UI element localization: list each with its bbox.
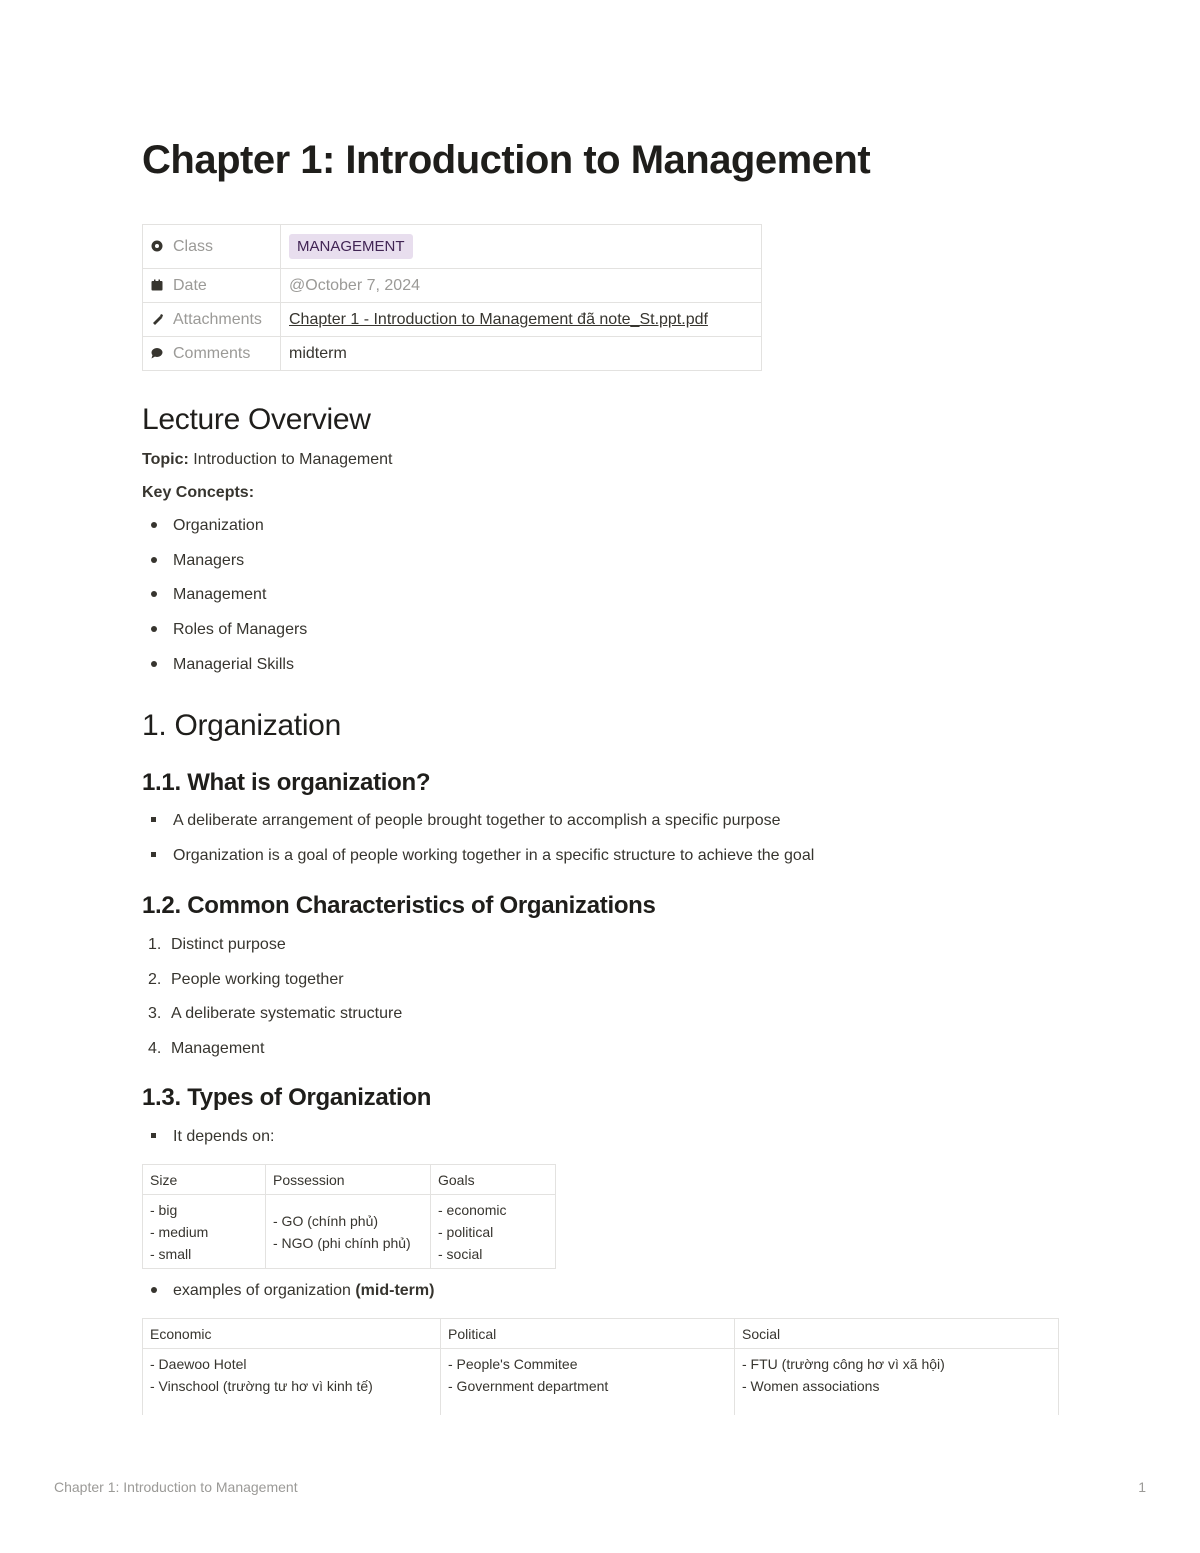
property-row-class [143,225,762,269]
list-item: It depends on: [142,1128,274,1146]
attachment-link[interactable]: Chapter 1 - Introduction to Management đã note_St.ppt.pdf [289,310,708,328]
property-row-comments [143,337,762,371]
page-number: 1 [1138,1479,1146,1495]
list-item: examples of organization (mid-term) [142,1282,434,1300]
property-value[interactable] [281,225,762,269]
list-item: Organization is a goal of people working together in a specific structure to achieve the goal [142,847,814,865]
property-key: Comments [143,337,281,371]
table-cell: - GO (chính phủ) - NGO (phi chính phủ) [266,1195,431,1269]
topic-line [142,451,393,469]
table-header: Social [735,1319,1059,1349]
footer-title: Chapter 1: Introduction to Management [54,1479,298,1495]
calendar-icon [151,279,163,291]
list-item: Roles of Managers [142,621,307,639]
table-header: Possession [266,1165,431,1195]
class-icon [151,240,163,252]
property-row-date [143,269,762,303]
table-header: Goals [431,1165,556,1195]
table-header: Political [441,1319,735,1349]
property-value[interactable] [281,337,762,371]
comment-icon [151,347,163,359]
list-item: 2. People working together [148,971,344,988]
types-heading: 1.3. Types of Organization [142,1084,432,1111]
property-key: Attachments [143,303,281,337]
property-row-attachments [143,303,762,337]
list-item: 3. A deliberate systematic structure [148,1005,403,1022]
paperclip-icon [151,313,163,325]
page-title: Chapter 1: Introduction to Management [142,138,871,182]
list-item: Managerial Skills [142,656,294,674]
list-item: 1. Distinct purpose [148,936,286,953]
table-cell: - Daewoo Hotel - Vinschool (trường tư hơ vì kinh tế) [143,1349,441,1416]
organization-heading: 1. Organization [142,709,341,742]
examples-table [142,1318,1059,1415]
key-concepts-label: Key Concepts: [142,484,255,501]
date-value[interactable]: @October 7, 2024 [289,276,420,294]
types-table [142,1164,556,1269]
property-key: Date [143,269,281,303]
list-item: Organization [142,517,264,535]
property-key: Class [143,225,281,269]
characteristics-heading: 1.2. Common Characteristics of Organizations [142,892,656,919]
topic-label: Topic: [142,451,189,468]
property-value[interactable] [281,303,762,337]
table-cell: - big - medium - small [143,1195,266,1269]
table-header: Size [143,1165,266,1195]
list-item: Management [142,586,266,604]
list-item: 4. Management [148,1040,265,1057]
list-item: Managers [142,552,244,570]
table-cell: - FTU (trường công hơ vì xã hội) - Women associations [735,1349,1059,1416]
table-header: Economic [143,1319,441,1349]
topic-value: Introduction to Management [193,451,393,468]
what-is-organization-heading: 1.1. What is organization? [142,769,431,796]
comments-value[interactable]: midterm [289,344,347,362]
list-item: A deliberate arrangement of people brought together to accomplish a specific purpose [142,812,781,830]
lecture-overview-heading: Lecture Overview [142,403,371,436]
table-cell: - People's Commitee - Government department [441,1349,735,1416]
property-value[interactable] [281,269,762,303]
table-cell: - economic - political - social [431,1195,556,1269]
class-tag[interactable]: MANAGEMENT [289,234,413,259]
properties-table [142,224,762,371]
